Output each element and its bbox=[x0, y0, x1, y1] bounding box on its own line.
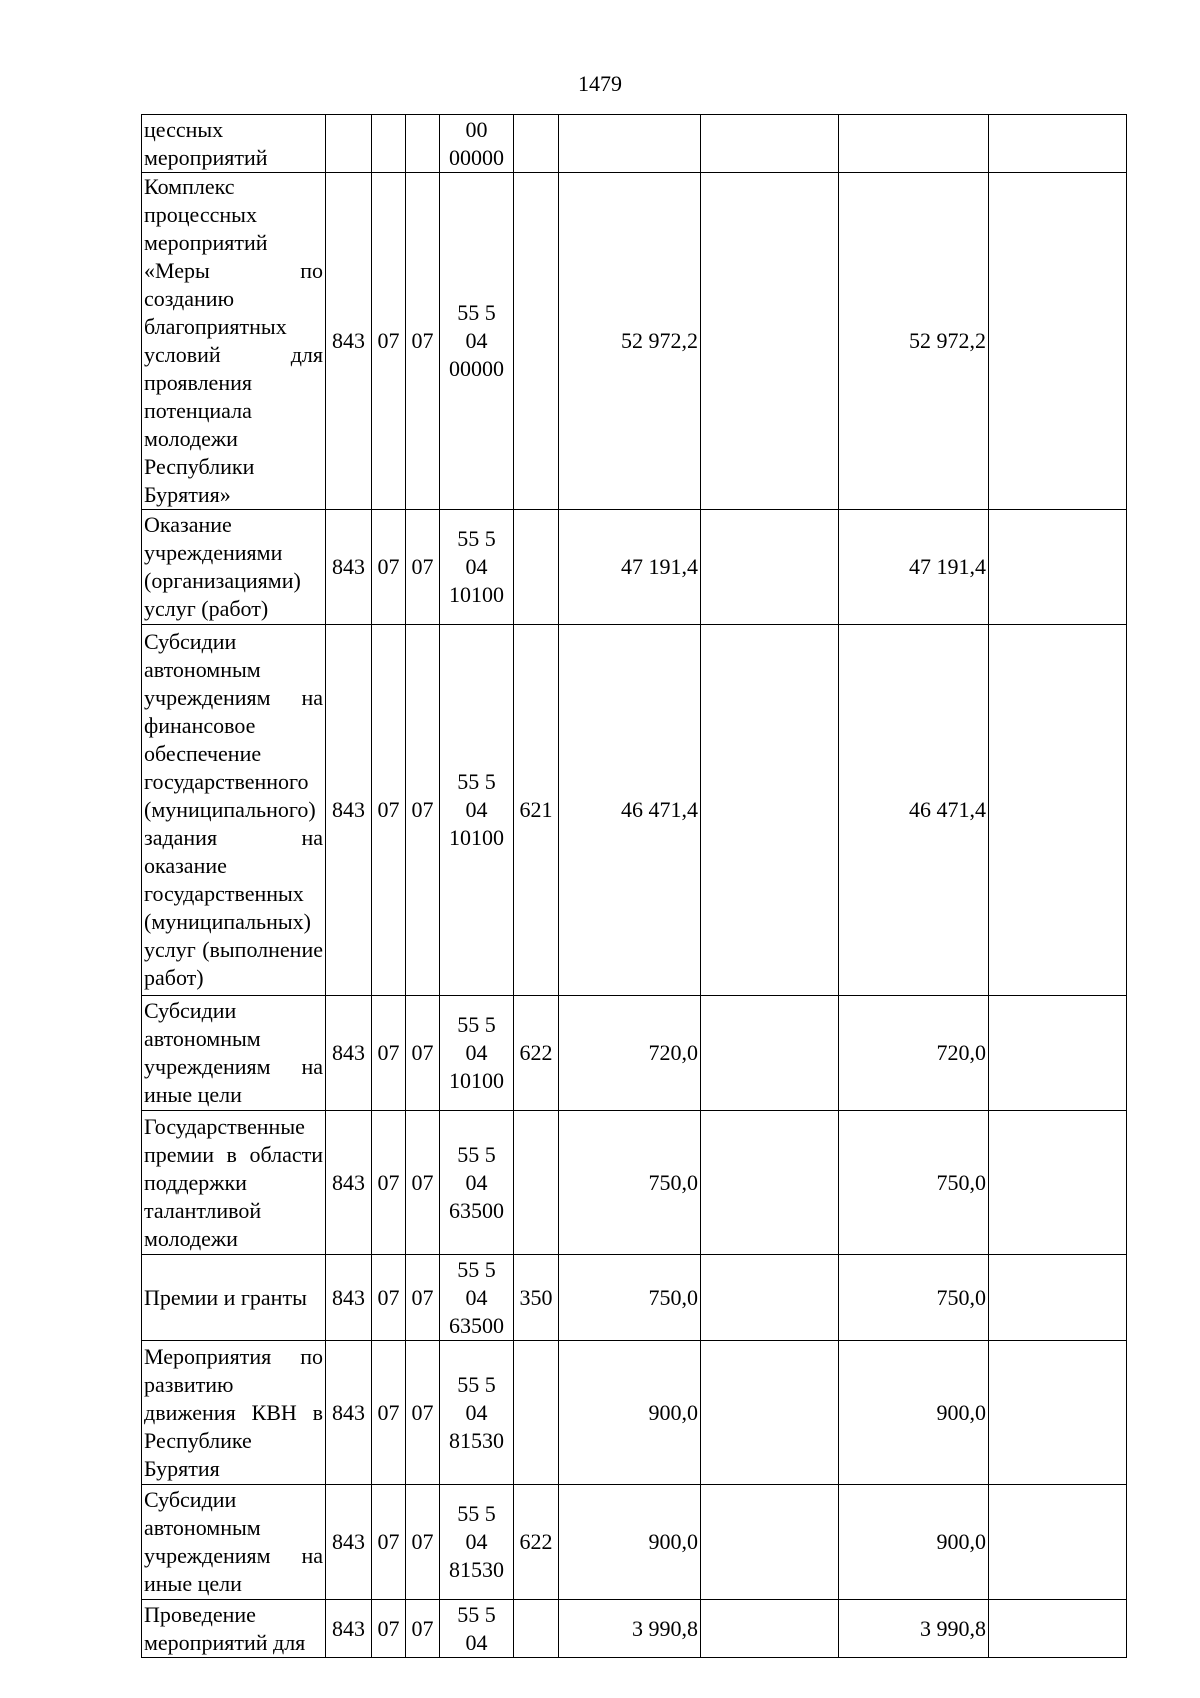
target-code-line: 04 bbox=[465, 1040, 488, 1065]
amount-federal-cell bbox=[701, 1485, 839, 1600]
row-name-cell bbox=[142, 510, 326, 625]
target-code-line: 55 5 bbox=[457, 1501, 496, 1526]
row-name-cell bbox=[142, 625, 326, 996]
target-code-cell bbox=[440, 1111, 514, 1255]
amount-other-cell bbox=[989, 996, 1127, 1111]
row-name: Субсидии автономным учреждениям на иные цели bbox=[144, 1487, 323, 1596]
table-row bbox=[142, 1485, 1127, 1600]
target-code-line: 04 bbox=[465, 328, 488, 353]
target-code-line: 00000 bbox=[449, 144, 504, 170]
target-code-cell bbox=[440, 115, 514, 173]
target-code-line: 81530 bbox=[449, 1557, 504, 1582]
amount-federal-cell bbox=[701, 1341, 839, 1485]
amount-federal-cell bbox=[701, 115, 839, 173]
amount-other-cell bbox=[989, 1600, 1127, 1658]
target-code-line: 04 bbox=[465, 1529, 488, 1554]
expense-type-cell bbox=[514, 1341, 559, 1485]
section-code-cell: 07 bbox=[372, 1111, 406, 1255]
table-row bbox=[142, 510, 1127, 625]
target-code-line: 55 5 bbox=[457, 1256, 496, 1282]
subsection-code-cell: 07 bbox=[406, 1111, 440, 1255]
section-code-cell bbox=[372, 115, 406, 173]
target-code-line: 55 5 bbox=[457, 769, 496, 794]
target-code-line: 04 bbox=[465, 1284, 488, 1310]
amount-total-cell: 900,0 bbox=[559, 1485, 701, 1600]
amount-republic-cell: 720,0 bbox=[839, 996, 989, 1111]
row-name: Субсидии автономным учреждениям на финансовое обеспечение государственного (муниципального) задания на оказание государственных (муниципальных) услуг (выполнение работ) bbox=[144, 629, 323, 990]
amount-other-cell bbox=[989, 510, 1127, 625]
expense-type-cell: 621 bbox=[514, 625, 559, 996]
target-code-line: 00000 bbox=[449, 356, 504, 381]
amount-republic-cell: 900,0 bbox=[839, 1485, 989, 1600]
amount-other-cell bbox=[989, 1255, 1127, 1341]
amount-total-cell: 3 990,8 bbox=[559, 1600, 701, 1658]
ministry-code-cell: 843 bbox=[326, 1255, 372, 1341]
target-code-line: 10100 bbox=[449, 1068, 504, 1093]
amount-federal-cell bbox=[701, 1600, 839, 1658]
budget-table bbox=[141, 114, 1127, 1658]
section-code-cell: 07 bbox=[372, 173, 406, 510]
row-name-cell bbox=[142, 173, 326, 510]
subsection-code-cell: 07 bbox=[406, 996, 440, 1111]
section-code-cell: 07 bbox=[372, 1341, 406, 1485]
row-name-cell bbox=[142, 1485, 326, 1600]
row-name: Мероприятия по развитию движения КВН в Республике Бурятия bbox=[144, 1343, 323, 1481]
target-code-cell bbox=[440, 1255, 514, 1341]
amount-republic-cell: 750,0 bbox=[839, 1255, 989, 1341]
amount-federal-cell bbox=[701, 1255, 839, 1341]
table-row bbox=[142, 1600, 1127, 1658]
target-code-line: 04 bbox=[465, 554, 488, 579]
amount-federal-cell bbox=[701, 1111, 839, 1255]
target-code-line: 63500 bbox=[449, 1312, 504, 1338]
target-code-cell bbox=[440, 625, 514, 996]
target-code-line: 55 5 bbox=[457, 1012, 496, 1037]
expense-type-cell: 622 bbox=[514, 996, 559, 1111]
subsection-code-cell: 07 bbox=[406, 1255, 440, 1341]
row-name-cell bbox=[142, 115, 326, 173]
amount-other-cell bbox=[989, 1485, 1127, 1600]
ministry-code-cell: 843 bbox=[326, 1341, 372, 1485]
ministry-code-cell: 843 bbox=[326, 510, 372, 625]
ministry-code-cell bbox=[326, 115, 372, 173]
target-code-cell bbox=[440, 996, 514, 1111]
ministry-code-cell: 843 bbox=[326, 1485, 372, 1600]
target-code-line: 55 5 bbox=[457, 300, 496, 325]
row-name-cell bbox=[142, 996, 326, 1111]
amount-federal-cell bbox=[701, 625, 839, 996]
table-row bbox=[142, 1255, 1127, 1341]
expense-type-cell bbox=[514, 1600, 559, 1658]
amount-total-cell bbox=[559, 115, 701, 173]
row-name-cell bbox=[142, 1111, 326, 1255]
expense-type-cell bbox=[514, 115, 559, 173]
row-name-cell bbox=[142, 1255, 326, 1341]
table-row bbox=[142, 1111, 1127, 1255]
subsection-code-cell: 07 bbox=[406, 173, 440, 510]
section-code-cell: 07 bbox=[372, 510, 406, 625]
expense-type-cell: 622 bbox=[514, 1485, 559, 1600]
section-code-cell: 07 bbox=[372, 996, 406, 1111]
table-row bbox=[142, 996, 1127, 1111]
subsection-code-cell: 07 bbox=[406, 510, 440, 625]
target-code-cell bbox=[440, 510, 514, 625]
row-name-cell bbox=[142, 1600, 326, 1658]
expense-type-cell bbox=[514, 1111, 559, 1255]
target-code-line: 04 bbox=[465, 1629, 488, 1655]
subsection-code-cell: 07 bbox=[406, 1341, 440, 1485]
subsection-code-cell: 07 bbox=[406, 1600, 440, 1658]
amount-republic-cell: 900,0 bbox=[839, 1341, 989, 1485]
amount-other-cell bbox=[989, 1341, 1127, 1485]
expense-type-cell bbox=[514, 510, 559, 625]
target-code-line: 55 5 bbox=[457, 1141, 496, 1167]
row-name: Премии и гранты bbox=[144, 1284, 307, 1310]
row-name: Оказание учреждениями (организациями) услуг (работ) bbox=[144, 512, 301, 621]
amount-republic-cell: 47 191,4 bbox=[839, 510, 989, 625]
amount-other-cell bbox=[989, 625, 1127, 996]
row-name: цессных мероприятий bbox=[144, 116, 268, 170]
ministry-code-cell: 843 bbox=[326, 996, 372, 1111]
target-code-line: 55 5 bbox=[457, 1371, 496, 1397]
ministry-code-cell: 843 bbox=[326, 173, 372, 510]
expense-type-cell bbox=[514, 173, 559, 510]
row-name: Государственные премии в области поддержки талантливой молодежи bbox=[144, 1113, 323, 1251]
amount-other-cell bbox=[989, 1111, 1127, 1255]
amount-federal-cell bbox=[701, 173, 839, 510]
section-code-cell: 07 bbox=[372, 625, 406, 996]
target-code-line: 81530 bbox=[449, 1427, 504, 1453]
amount-republic-cell: 52 972,2 bbox=[839, 173, 989, 510]
target-code-cell bbox=[440, 1341, 514, 1485]
target-code-cell bbox=[440, 173, 514, 510]
row-name: Проведение мероприятий для bbox=[144, 1601, 306, 1655]
amount-total-cell: 750,0 bbox=[559, 1111, 701, 1255]
amount-other-cell bbox=[989, 173, 1127, 510]
subsection-code-cell: 07 bbox=[406, 1485, 440, 1600]
page-number: 1479 bbox=[578, 71, 622, 96]
target-code-line: 10100 bbox=[449, 825, 504, 850]
ministry-code-cell: 843 bbox=[326, 1111, 372, 1255]
amount-total-cell: 750,0 bbox=[559, 1255, 701, 1341]
ministry-code-cell: 843 bbox=[326, 625, 372, 996]
row-name-cell bbox=[142, 1341, 326, 1485]
target-code-cell bbox=[440, 1485, 514, 1600]
table-row bbox=[142, 1341, 1127, 1485]
target-code-line: 55 5 bbox=[457, 526, 496, 551]
table-body bbox=[142, 115, 1127, 1658]
amount-republic-cell: 3 990,8 bbox=[839, 1600, 989, 1658]
subsection-code-cell: 07 bbox=[406, 625, 440, 996]
target-code-line: 04 bbox=[465, 1399, 488, 1425]
target-code-line: 55 5 bbox=[457, 1601, 496, 1627]
row-name: Субсидии автономным учреждениям на иные цели bbox=[144, 998, 323, 1107]
ministry-code-cell: 843 bbox=[326, 1600, 372, 1658]
table-row bbox=[142, 173, 1127, 510]
amount-total-cell: 52 972,2 bbox=[559, 173, 701, 510]
amount-total-cell: 900,0 bbox=[559, 1341, 701, 1485]
amount-total-cell: 720,0 bbox=[559, 996, 701, 1111]
subsection-code-cell bbox=[406, 115, 440, 173]
section-code-cell: 07 bbox=[372, 1485, 406, 1600]
target-code-line: 10100 bbox=[449, 582, 504, 607]
target-code-line: 04 bbox=[465, 1169, 488, 1195]
amount-republic-cell: 750,0 bbox=[839, 1111, 989, 1255]
amount-republic-cell: 46 471,4 bbox=[839, 625, 989, 996]
target-code-line: 63500 bbox=[449, 1197, 504, 1223]
table-row bbox=[142, 625, 1127, 996]
amount-other-cell bbox=[989, 115, 1127, 173]
amount-total-cell: 47 191,4 bbox=[559, 510, 701, 625]
section-code-cell: 07 bbox=[372, 1255, 406, 1341]
amount-republic-cell bbox=[839, 115, 989, 173]
row-name: Комплекс процессных мероприятий «Меры по созданию благоприятных условий для проявления потенциала молодежи Республики Бурятия» bbox=[144, 174, 323, 507]
target-code-cell bbox=[440, 1600, 514, 1658]
amount-total-cell: 46 471,4 bbox=[559, 625, 701, 996]
amount-federal-cell bbox=[701, 996, 839, 1111]
expense-type-cell: 350 bbox=[514, 1255, 559, 1341]
target-code-line: 00 bbox=[465, 116, 488, 142]
table-row bbox=[142, 115, 1127, 173]
target-code-line: 04 bbox=[465, 797, 488, 822]
section-code-cell: 07 bbox=[372, 1600, 406, 1658]
amount-federal-cell bbox=[701, 510, 839, 625]
